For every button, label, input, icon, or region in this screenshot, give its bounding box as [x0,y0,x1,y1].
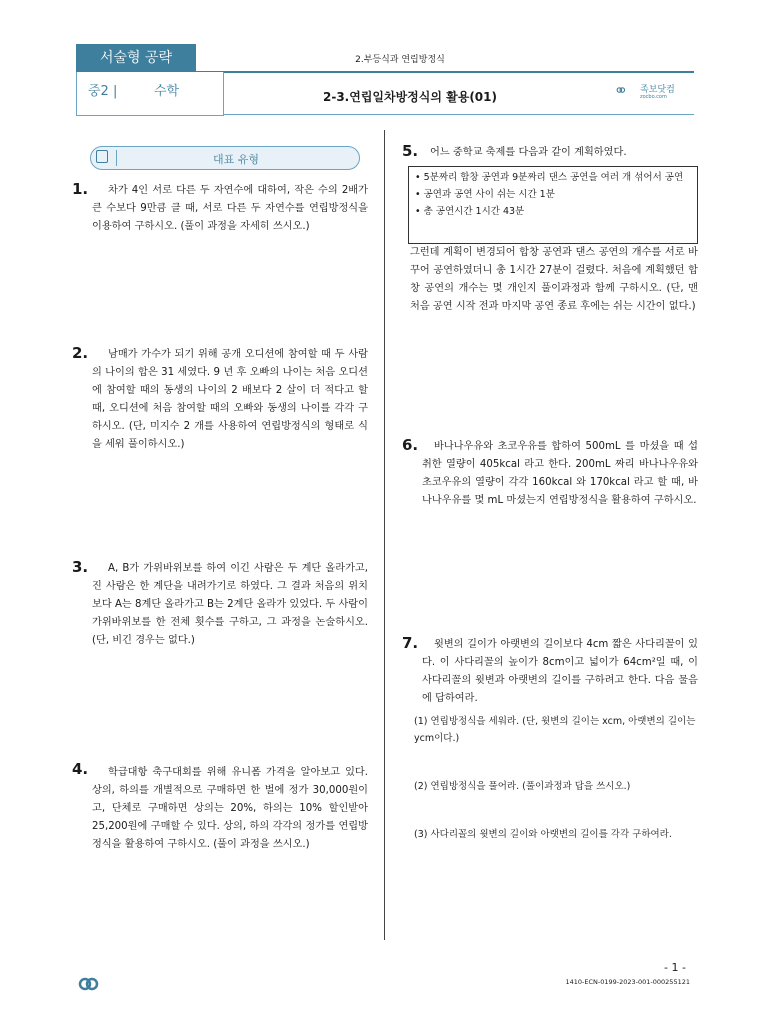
logo-text: 족보닷컴 [640,85,675,95]
header-rule-bottom [224,114,694,115]
question-6-text: 바나나우유와 초코우유를 합하여 500mL 를 마셨을 때 섭취한 열량이 405kcal 라고 한다. 200mL 짜리 바나나우유와 초코우유의 열량이 각각 160kcal 와 170kcal 라고 할 때, 바나나우유를 몇 mL 마셨는지 연립방정식을 활용하여 구하시오. [422,441,698,506]
question-4-number: 4. [72,760,89,778]
type-label: 대표 유형 [212,153,259,166]
question-5-text-continued: 그런데 계획이 변경되어 합창 공연과 댄스 공연의 개수를 서로 바꾸어 공연하였더니 총 1시간 27분이 걸렸다. 처음에 계획했던 합창 공연의 개수는 몇 개인지 풀이과정과 함께 구하시오. (단, 맨 처음 공연 시작 전과 마지막 공연 종료 후에는 쉬는 시간이 없다.) [410,247,698,312]
condition-item: • 총 공연시간 1시간 43분 [415,206,525,217]
question-7-number: 7. [402,634,419,652]
header-rule-top [196,71,694,73]
question-2-text: 남매가 가수가 되기 위해 공개 오디션에 참여할 때 두 사람의 나이의 합은 31 세였다. 9 년 후 오빠의 나이는 처음 오디션에 참여할 때의 동생의 나이의 2 배보다 2 살이 더 적다고 할 때, 오디션에 처음 참여할 때의 오빠와 동생의 나이를 각각 구하시오. (단, 미지수 2 개를 사용하여 연립방정식의 형태로 식을 세워 풀이하시오.) [92,349,368,450]
question-3-number: 3. [72,558,89,576]
brand-tab: 서술형 공략 [76,44,196,72]
question-3-text: A, B가 가위바위보를 하여 이긴 사람은 두 계단 올라가고, 진 사람은 한 계단을 내려가기로 하였다. 그 결과 처음의 위치보다 A는 8계단 올라가고 B는 2계단 올라가 있었다. 두 사람이 가위바위보를 한 전체 횟수를 구하고, 그 과정을 논술하시오.(단, 비긴 경우는 없다.) [92,563,368,646]
question-1-number: 1. [72,180,89,198]
chapter-label: 2.부등식과 연립방정식 [355,55,445,65]
question-7-text: 윗변의 길이가 아랫변의 길이보다 4cm 짧은 사다리꼴이 있다. 이 사다리꼴의 높이가 8cm이고 넓이가 64cm²일 때, 이 사다리꼴의 윗변과 아랫변의 길이를 구하려고 한다. 다음 물음에 답하여라. [422,639,698,704]
question-2-number: 2. [72,344,89,362]
question-5-number: 5. [402,142,419,160]
footer-logo-icon [76,974,102,994]
question-7-part-1: (1) 연립방정식을 세워라. (단, 윗변의 길이는 xcm, 아랫변의 길이는 ycm이다.) [414,716,696,744]
page-number: - 1 - [664,961,686,974]
logo-icon [616,78,642,102]
column-divider [384,130,385,940]
document-code: 1410-ECN-0199-2023-001-000255121 [565,978,690,986]
question-7-part-3: (3) 사다리꼴의 윗변의 길이와 아랫변의 길이를 각각 구하여라. [414,829,672,840]
condition-item: • 5분짜리 합창 공연과 9분짜리 댄스 공연을 여러 개 섞어서 공연 [415,172,684,183]
question-6-number: 6. [402,436,419,454]
question-1-text: 차가 4인 서로 다른 두 자연수에 대하여, 작은 수의 2배가 큰 수보다 9만큼 클 때, 서로 다른 두 자연수를 연립방정식을 이용하여 구하시오. (풀이 과정을 자세히 쓰시오.) [92,185,368,232]
type-separator [116,150,117,166]
page-title: 2-3.연립일차방정식의 활용(01) [322,90,497,104]
book-icon [96,150,108,163]
conditions-box [408,166,698,244]
logo-subtext: zocbo.com [640,94,667,100]
question-5-text: 어느 중학교 축제를 다음과 같이 계획하였다. [430,147,627,158]
grade-label: 중2 | [88,84,118,99]
subject-label: 수학 [154,84,180,99]
condition-item: • 공연과 공연 사이 쉬는 시간 1분 [415,189,555,200]
question-7-part-2: (2) 연립방정식을 풀어라. (풀이과정과 답을 쓰시오.) [414,781,631,792]
question-4-text: 학급대항 축구대회를 위해 유니폼 가격을 알아보고 있다. 상의, 하의를 개별적으로 구매하면 한 벌에 정가 30,000원이고, 단체로 구매하면 상의는 20%, 하의는 10% 할인받아 25,200원에 구매할 수 있다. 상의, 하의 각각의 정가를 연립방정식을 활용하여 구하시오. (풀이 과정을 쓰시오.) [92,767,368,850]
